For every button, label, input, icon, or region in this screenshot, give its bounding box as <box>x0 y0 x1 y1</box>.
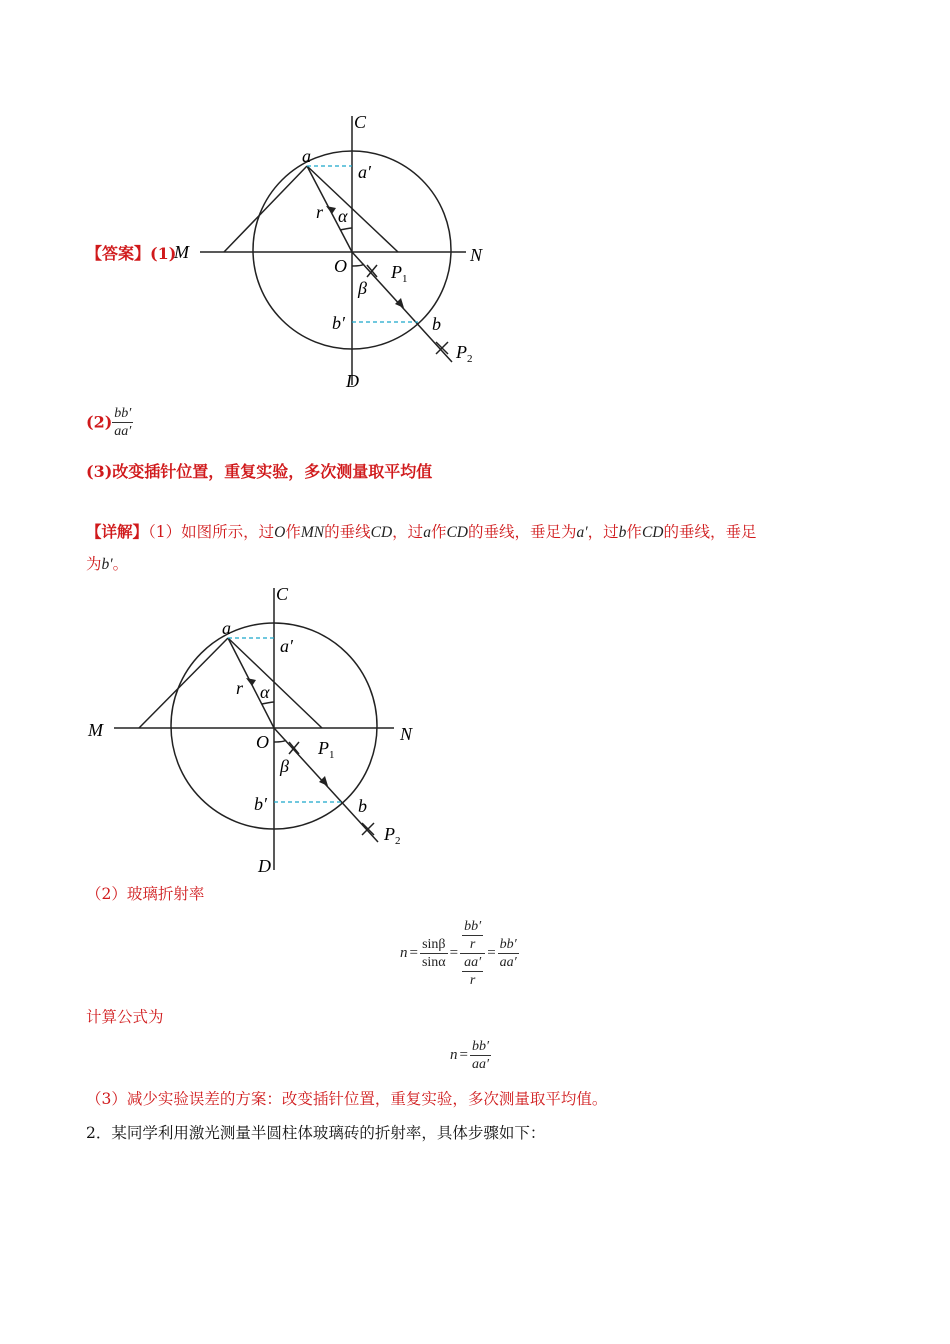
label-d: D <box>346 371 359 390</box>
question-2 <box>86 1122 545 1144</box>
formula-final-den: aa′ <box>471 1056 490 1072</box>
detail-text-1: （1）如图所示，过 <box>148 523 275 541</box>
detail-text-11: 。 <box>112 555 129 573</box>
angle-beta-arc-2 <box>274 740 286 742</box>
diagram-1-shapes <box>200 116 466 385</box>
answer-line-2 <box>86 405 133 440</box>
label-m: M <box>174 242 189 262</box>
detail-a: a <box>423 524 431 541</box>
answer-frac-den: aa′ <box>114 424 132 439</box>
answer-part2: (2) <box>86 412 113 432</box>
label-o: O <box>334 256 347 276</box>
formula-bb-top: bb′ <box>464 918 482 934</box>
detail-text-3: 的垂线 <box>324 523 371 541</box>
detail-text-5: 作 <box>430 523 447 541</box>
detail-formula-label: 计算公式为 <box>86 1008 164 1026</box>
detail-tag: 【详解】 <box>86 522 149 541</box>
diagram-1 <box>170 110 500 390</box>
formula-sin-beta: sinβ <box>422 936 446 952</box>
label-a-prime: a′ <box>358 162 371 182</box>
detail-line-2 <box>86 553 128 576</box>
angle-alpha-arc <box>340 228 352 230</box>
detail-line-1 <box>86 521 757 544</box>
label-r: r <box>316 202 324 222</box>
formula-r-top: r <box>469 936 476 952</box>
diagram-2-shapes <box>114 588 394 870</box>
formula-n: n <box>400 944 408 961</box>
formula-refraction <box>400 912 519 994</box>
label-p2: $P_2$ <box>456 342 473 365</box>
label-a: a <box>302 146 311 166</box>
detail-b-prime: b′ <box>101 556 113 573</box>
detail-text-8: 作 <box>626 523 642 541</box>
label-p1: $P_1$ <box>391 262 408 285</box>
question-text: 某同学利用激光测量半圆柱体玻璃砖的折射率，具体步骤如下： <box>111 1124 546 1142</box>
answer-frac-num: bb′ <box>114 406 132 421</box>
formula-final-num: bb′ <box>471 1038 490 1054</box>
detail-b: b <box>618 524 627 541</box>
label-r-2: r <box>236 678 244 698</box>
formula-final-frac <box>470 1038 491 1073</box>
detail-cd-2: CD <box>446 524 468 541</box>
detail-text-9: 的垂线，垂足 <box>663 523 757 541</box>
formula-compound-den <box>460 954 485 989</box>
label-c: C <box>354 112 367 132</box>
formula-eq-3: = <box>487 944 496 961</box>
detail-cd-3: CD <box>641 524 664 541</box>
arrow-down-4 <box>319 776 328 786</box>
detail-text-4: ，过 <box>392 523 424 541</box>
detail-text-10: 为 <box>86 555 102 573</box>
answer-part1: (1) <box>150 244 177 263</box>
label-alpha-2: α <box>260 682 270 702</box>
incident-left-2 <box>139 638 228 728</box>
label-b-prime: b′ <box>332 313 345 333</box>
label-b-prime-2: b′ <box>254 794 267 814</box>
formula-sin-frac <box>420 936 448 971</box>
arrow-down-2 <box>395 298 404 308</box>
detail-text-2: 作 <box>285 523 301 541</box>
label-d-2: D <box>258 856 271 876</box>
answer-fraction <box>112 405 133 440</box>
detail-cd-1: CD <box>370 524 393 541</box>
formula-final-n: n <box>450 1046 458 1063</box>
pins-1 <box>367 265 448 354</box>
formula-result-num: bb′ <box>499 936 517 952</box>
answer-line-3: (3)改变插针位置，重复实验，多次测量取平均值 <box>86 462 433 481</box>
label-b-2: b <box>358 796 367 816</box>
formula-compound-frac <box>460 918 485 989</box>
detail-a-prime: a′ <box>576 524 588 541</box>
diagram-2 <box>84 580 424 880</box>
incident-left <box>224 166 307 252</box>
formula-eq-2: = <box>449 944 459 961</box>
label-o-2: O <box>256 732 269 752</box>
label-p2-2: $P_2$ <box>384 824 401 847</box>
label-a-2: a <box>222 618 231 638</box>
detail-part2-title: （2）玻璃折射率 <box>86 885 205 903</box>
label-n: N <box>470 245 483 265</box>
label-b: b <box>432 314 441 334</box>
detail-part3: （3）减少实验误差的方案：改变插针位置，重复实验，多次测量取平均值。 <box>86 1090 608 1108</box>
dashed-1 <box>307 166 418 322</box>
formula-final-eq: = <box>459 1046 468 1063</box>
label-n-2: N <box>400 724 413 744</box>
label-alpha: α <box>338 206 348 226</box>
formula-eq-1: = <box>409 944 418 961</box>
formula-r-bottom: r <box>469 972 476 988</box>
label-m-2: M <box>88 720 103 740</box>
formula-sin-alpha: sinα <box>421 954 446 970</box>
detail-text-6: 的垂线，垂足为 <box>468 523 577 541</box>
label-beta: β <box>358 278 367 298</box>
formula-result-frac <box>498 936 519 971</box>
formula-compound-num <box>460 918 485 954</box>
question-number: 2． <box>86 1124 112 1142</box>
formula-result-den: aa′ <box>499 954 517 970</box>
detail-text-7: ，过 <box>587 523 619 541</box>
answer-line-1 <box>86 243 176 265</box>
detail-mn: MN <box>300 524 325 541</box>
arrow-down-3 <box>246 678 256 686</box>
angle-alpha-arc-2 <box>262 702 274 704</box>
detail-o: O <box>274 524 286 541</box>
formula-final <box>450 1032 491 1078</box>
formula-aa-bottom: aa′ <box>464 954 482 970</box>
label-c-2: C <box>276 584 289 604</box>
answer-tag: 【答案】 <box>86 244 151 263</box>
label-p1-2: $P_1$ <box>318 738 335 761</box>
angle-beta-arc <box>352 264 364 266</box>
label-beta-2: β <box>280 756 289 776</box>
label-a-prime-2: a′ <box>280 636 293 656</box>
